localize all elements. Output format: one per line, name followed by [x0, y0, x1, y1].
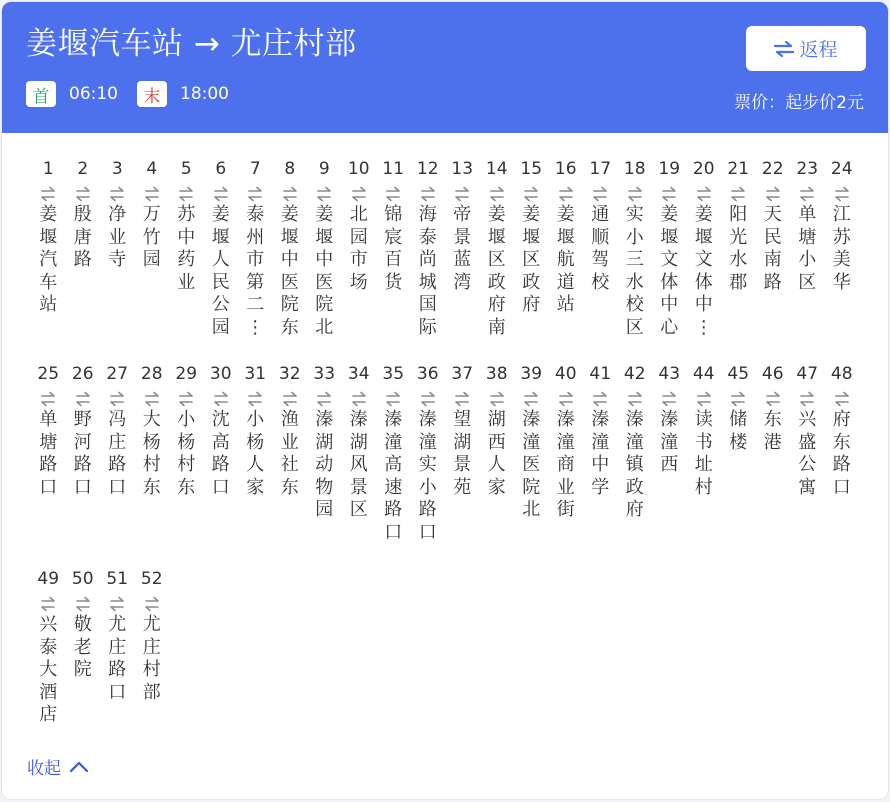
stop-name: 海泰尚城国际 [418, 204, 437, 338]
stop-number: 18 [623, 159, 646, 179]
stop-name: 姜堰人民公园 [211, 204, 230, 338]
stop-item[interactable] [583, 362, 618, 567]
stop-row [31, 157, 871, 362]
stop-number: 28 [140, 364, 163, 384]
return-trip-label: 返程 [799, 39, 838, 61]
stop-name: 敬老院 [73, 614, 92, 680]
stop-number: 49 [37, 569, 60, 589]
stop-number: 35 [382, 364, 405, 384]
stop-name: 单塘路口 [39, 409, 58, 498]
stop-name: 尤庄路口 [108, 614, 127, 703]
stop-name: 渔业社东 [280, 409, 299, 498]
stop-item[interactable] [273, 362, 308, 567]
stop-item[interactable] [825, 157, 860, 362]
stop-name: 通顺驾校 [591, 204, 610, 293]
bidirectional-arrow-icon [246, 390, 264, 408]
stop-name: 姜堰航道站 [556, 204, 575, 315]
stop-list [31, 157, 871, 777]
fare-info: 票价：起步价2元 [734, 93, 864, 113]
last-bus-time: 18:00 [180, 84, 229, 104]
stop-number: 27 [106, 364, 129, 384]
stop-number: 26 [71, 364, 94, 384]
bidirectional-arrow-icon [143, 390, 161, 408]
bidirectional-arrow-icon [798, 390, 816, 408]
bidirectional-arrow-icon [39, 595, 57, 613]
stop-item[interactable] [31, 362, 66, 567]
stop-name: 姜堰中医院东 [280, 204, 299, 338]
stop-item[interactable] [307, 362, 342, 567]
bidirectional-arrow-icon [591, 390, 609, 408]
stop-number: 38 [485, 364, 508, 384]
stop-number: 46 [761, 364, 784, 384]
stop-number: 40 [554, 364, 577, 384]
stop-number: 43 [658, 364, 681, 384]
stop-name: 兴泰大酒店 [39, 614, 58, 725]
stop-name: 姜堰汽车站 [39, 204, 58, 315]
stop-item[interactable] [66, 362, 101, 567]
stop-number: 21 [727, 159, 750, 179]
bidirectional-arrow-icon [281, 390, 299, 408]
stop-name: 府东路口 [832, 409, 851, 498]
stop-item[interactable] [825, 362, 860, 567]
stop-name: 苏中药业 [177, 204, 196, 293]
stop-number: 33 [313, 364, 336, 384]
stop-item[interactable] [445, 157, 480, 362]
bidirectional-arrow-icon [453, 185, 471, 203]
bidirectional-arrow-icon [419, 185, 437, 203]
bidirectional-arrow-icon [281, 185, 299, 203]
stop-item[interactable] [31, 157, 66, 362]
stop-name: 溱潼医院北 [522, 409, 541, 520]
stop-number: 9 [318, 159, 330, 179]
stop-item[interactable] [135, 157, 170, 362]
stop-name: 大杨村东 [142, 409, 161, 498]
stop-number: 22 [761, 159, 784, 179]
stop-number: 7 [249, 159, 261, 179]
bidirectional-arrow-icon [729, 390, 747, 408]
stop-number: 11 [382, 159, 405, 179]
bidirectional-arrow-icon [591, 185, 609, 203]
stop-name: 单塘小区 [798, 204, 817, 293]
bidirectional-arrow-icon [695, 390, 713, 408]
last-bus-tag: 末 [137, 81, 167, 107]
bidirectional-arrow-icon [660, 390, 678, 408]
stop-item[interactable] [687, 157, 722, 362]
stop-item[interactable] [100, 157, 135, 362]
stop-item[interactable] [790, 157, 825, 362]
bidirectional-arrow-icon [798, 185, 816, 203]
bidirectional-arrow-icon [660, 185, 678, 203]
bidirectional-arrow-icon [453, 390, 471, 408]
stop-name: 姜堰区政府南 [487, 204, 506, 338]
bidirectional-arrow-icon [108, 595, 126, 613]
stop-item[interactable] [480, 157, 515, 362]
stop-row [31, 567, 871, 777]
stop-name: 锦宸百货 [384, 204, 403, 293]
stop-number: 17 [589, 159, 612, 179]
stop-name: 沈高路口 [211, 409, 230, 498]
bidirectional-arrow-icon [488, 390, 506, 408]
stop-item[interactable] [756, 157, 791, 362]
stop-number: 19 [658, 159, 681, 179]
stop-number: 23 [796, 159, 819, 179]
stop-name: 泰州市第二⋮ [246, 204, 265, 338]
stop-name: 溱潼商业街 [556, 409, 575, 520]
stop-item[interactable] [238, 362, 273, 567]
stop-name: 姜堰文体中⋮ [694, 204, 713, 338]
stop-item[interactable] [100, 362, 135, 567]
stop-number: 51 [106, 569, 129, 589]
stop-name: 冯庄路口 [108, 409, 127, 498]
bidirectional-arrow-icon [74, 185, 92, 203]
stop-item[interactable] [342, 362, 377, 567]
stop-number: 52 [140, 569, 163, 589]
stop-name: 读书址村 [694, 409, 713, 498]
stop-item[interactable] [238, 157, 273, 362]
first-bus-time: 06:10 [69, 84, 118, 104]
stop-name: 尤庄村部 [142, 614, 161, 703]
stop-number: 42 [623, 364, 646, 384]
bidirectional-arrow-icon [177, 185, 195, 203]
stop-number: 29 [175, 364, 198, 384]
stop-name: 实小三水校区 [625, 204, 644, 338]
stop-item[interactable] [31, 567, 66, 777]
stop-item[interactable] [652, 157, 687, 362]
stop-item[interactable] [100, 567, 135, 777]
bidirectional-arrow-icon [557, 390, 575, 408]
stop-item[interactable] [756, 362, 791, 567]
bidirectional-arrow-icon [764, 185, 782, 203]
bidirectional-arrow-icon [384, 390, 402, 408]
stop-item[interactable] [411, 157, 446, 362]
stop-number: 48 [830, 364, 853, 384]
stop-name: 湖西人家 [487, 409, 506, 498]
bidirectional-arrow-icon [764, 390, 782, 408]
bidirectional-arrow-icon [384, 185, 402, 203]
stop-name: 姜堰文体中心 [660, 204, 679, 338]
stop-item[interactable] [790, 362, 825, 567]
stop-name: 万竹园 [142, 204, 161, 270]
stop-item[interactable] [135, 362, 170, 567]
stop-item[interactable] [66, 157, 101, 362]
bidirectional-arrow-icon [212, 185, 230, 203]
bidirectional-arrow-icon [39, 185, 57, 203]
bidirectional-arrow-icon [108, 185, 126, 203]
stop-number: 25 [37, 364, 60, 384]
bidirectional-arrow-icon [419, 390, 437, 408]
stop-item[interactable] [514, 362, 549, 567]
stop-item[interactable] [135, 567, 170, 777]
stop-number: 41 [589, 364, 612, 384]
stop-number: 47 [796, 364, 819, 384]
stop-number: 14 [485, 159, 508, 179]
stop-item[interactable] [342, 157, 377, 362]
route-card [1, 1, 889, 800]
stop-item[interactable] [721, 157, 756, 362]
stop-number: 39 [520, 364, 543, 384]
stop-name: 殷唐路 [73, 204, 92, 270]
stop-item[interactable] [66, 567, 101, 777]
chevron-up-icon [69, 761, 89, 773]
stop-number: 36 [416, 364, 439, 384]
bidirectional-arrow-icon [177, 390, 195, 408]
stop-item[interactable] [687, 362, 722, 567]
bidirectional-arrow-icon [143, 185, 161, 203]
collapse-button[interactable] [27, 754, 89, 779]
collapse-label: 收起 [27, 759, 61, 779]
bidirectional-arrow-icon [626, 390, 644, 408]
stop-number: 20 [692, 159, 715, 179]
stop-number: 2 [77, 159, 89, 179]
bidirectional-arrow-icon [522, 390, 540, 408]
stop-name: 溱潼实小路口 [418, 409, 437, 543]
bidirectional-arrow-icon [729, 185, 747, 203]
stop-name: 天民南路 [763, 204, 782, 293]
bidirectional-arrow-icon [315, 390, 333, 408]
stop-name: 小杨村东 [177, 409, 196, 498]
stop-number: 10 [347, 159, 370, 179]
stop-item[interactable] [583, 157, 618, 362]
stop-item[interactable] [273, 157, 308, 362]
stop-name: 溱湖动物园 [315, 409, 334, 520]
stop-row [31, 362, 871, 567]
bidirectional-arrow-icon [108, 390, 126, 408]
stop-number: 5 [180, 159, 192, 179]
stop-name: 野河路口 [73, 409, 92, 498]
stop-item[interactable] [652, 362, 687, 567]
stop-number: 13 [451, 159, 474, 179]
stop-item[interactable] [721, 362, 756, 567]
bidirectional-arrow-icon [522, 185, 540, 203]
stop-name: 兴盛公寓 [798, 409, 817, 498]
stop-name: 溱湖风景区 [349, 409, 368, 520]
stop-number: 32 [278, 364, 301, 384]
bidirectional-arrow-icon [143, 595, 161, 613]
swap-arrows-icon [774, 41, 794, 57]
return-trip-button[interactable] [746, 26, 866, 71]
bidirectional-arrow-icon [74, 595, 92, 613]
first-bus-tag: 首 [26, 81, 56, 107]
stop-item[interactable] [618, 362, 653, 567]
stop-item[interactable] [549, 362, 584, 567]
stop-name: 储楼 [729, 409, 748, 453]
bidirectional-arrow-icon [833, 390, 851, 408]
stop-item[interactable] [411, 362, 446, 567]
bidirectional-arrow-icon [695, 185, 713, 203]
bidirectional-arrow-icon [74, 390, 92, 408]
stop-number: 24 [830, 159, 853, 179]
stop-name: 阳光水郡 [729, 204, 748, 293]
bidirectional-arrow-icon [557, 185, 575, 203]
stop-name: 小杨人家 [246, 409, 265, 498]
stop-item[interactable] [445, 362, 480, 567]
stop-name: 净业寺 [108, 204, 127, 270]
stop-name: 溱潼中学 [591, 409, 610, 498]
stop-number: 45 [727, 364, 750, 384]
stop-item[interactable] [169, 157, 204, 362]
route-header [2, 2, 888, 133]
stop-item[interactable] [204, 157, 239, 362]
stop-number: 3 [111, 159, 123, 179]
stop-item[interactable] [376, 362, 411, 567]
bidirectional-arrow-icon [626, 185, 644, 203]
route-title: 姜堰汽车站 → 尤庄村部 [26, 26, 357, 62]
stop-item[interactable] [307, 157, 342, 362]
bidirectional-arrow-icon [39, 390, 57, 408]
stop-name: 江苏美华 [832, 204, 851, 293]
stop-name: 溱潼西 [660, 409, 679, 475]
stop-name: 东港 [763, 409, 782, 453]
stop-number: 37 [451, 364, 474, 384]
bidirectional-arrow-icon [488, 185, 506, 203]
stop-item[interactable] [376, 157, 411, 362]
bidirectional-arrow-icon [315, 185, 333, 203]
stop-item[interactable] [480, 362, 515, 567]
stop-number: 4 [146, 159, 158, 179]
stop-item[interactable] [549, 157, 584, 362]
stop-name: 溱潼镇政府 [625, 409, 644, 520]
stop-number: 30 [209, 364, 232, 384]
stop-item[interactable] [618, 157, 653, 362]
bidirectional-arrow-icon [212, 390, 230, 408]
stop-name: 姜堰中医院北 [315, 204, 334, 338]
bidirectional-arrow-icon [246, 185, 264, 203]
stop-number: 15 [520, 159, 543, 179]
stop-number: 16 [554, 159, 577, 179]
bidirectional-arrow-icon [350, 390, 368, 408]
stop-item[interactable] [514, 157, 549, 362]
stop-name: 北园市场 [349, 204, 368, 293]
stop-number: 12 [416, 159, 439, 179]
stop-name: 望湖景苑 [453, 409, 472, 498]
stop-number: 31 [244, 364, 267, 384]
bidirectional-arrow-icon [833, 185, 851, 203]
stop-number: 6 [215, 159, 227, 179]
stop-number: 34 [347, 364, 370, 384]
stop-name: 帝景蓝湾 [453, 204, 472, 293]
stop-name: 姜堰区政府 [522, 204, 541, 315]
service-hours [26, 80, 248, 108]
stop-number: 1 [42, 159, 54, 179]
stop-item[interactable] [169, 362, 204, 567]
stop-number: 8 [284, 159, 296, 179]
stop-number: 44 [692, 364, 715, 384]
bidirectional-arrow-icon [350, 185, 368, 203]
stop-number: 50 [71, 569, 94, 589]
stop-name: 溱潼高速路口 [384, 409, 403, 543]
stop-item[interactable] [204, 362, 239, 567]
